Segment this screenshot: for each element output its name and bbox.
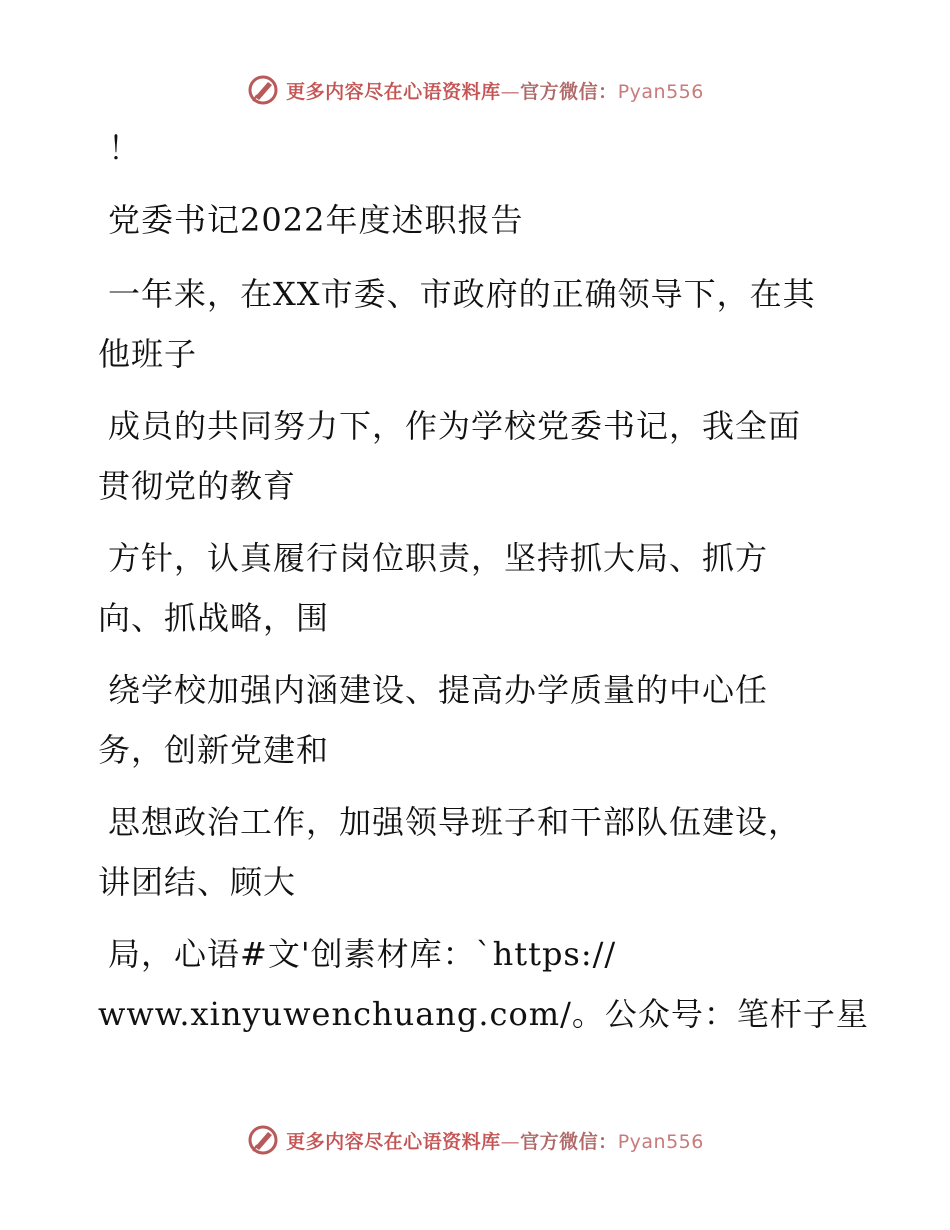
text-line: 局，心语#文'创素材库：`https:// bbox=[108, 935, 617, 973]
text-line: 讲团结、顾大 bbox=[98, 863, 297, 901]
banner-wechat-id: Pyan556 bbox=[617, 1130, 704, 1153]
banner-site-text: 更多内容尽在心语资料库 bbox=[286, 80, 501, 103]
header-watermark-banner bbox=[0, 70, 950, 110]
banner-text bbox=[286, 1127, 704, 1154]
banner-dash: — bbox=[500, 1130, 521, 1153]
brush-logo-icon bbox=[246, 73, 280, 107]
text-line: www.xinyuwenchuang.com/。公众号：笔杆子星 bbox=[98, 995, 869, 1033]
banner-site-text: 更多内容尽在心语资料库 bbox=[286, 1130, 501, 1153]
banner-text bbox=[286, 77, 704, 104]
banner-wechat-label: 官方微信： bbox=[520, 80, 618, 103]
banner-dash: — bbox=[500, 80, 521, 103]
footer-watermark-banner bbox=[0, 1120, 950, 1160]
text-line: 贯彻党的教育 bbox=[98, 467, 297, 505]
text-line: 思想政治工作，加强领导班子和干部队伍建设， bbox=[108, 803, 802, 841]
text-line: 务，创新党建和 bbox=[98, 731, 330, 769]
brush-logo-icon bbox=[246, 1123, 280, 1157]
text-line: 他班子 bbox=[98, 335, 198, 373]
text-line: 一年来，在XX市委、市政府的正确领导下，在其 bbox=[108, 275, 816, 313]
text-line: 向、抓战略，围 bbox=[98, 599, 330, 637]
text-line: 方针，认真履行岗位职责，坚持抓大局、抓方 bbox=[108, 539, 769, 577]
banner-wechat-label: 官方微信： bbox=[520, 1130, 618, 1153]
text-line: ！ bbox=[108, 129, 142, 167]
text-line: 绕学校加强内涵建设、提高办学质量的中心任 bbox=[108, 671, 769, 709]
document-title: 党委书记2022年度述职报告 bbox=[108, 201, 524, 239]
banner-wechat-id: Pyan556 bbox=[617, 80, 704, 103]
text-line: 成员的共同努力下，作为学校党委书记，我全面 bbox=[108, 407, 802, 445]
